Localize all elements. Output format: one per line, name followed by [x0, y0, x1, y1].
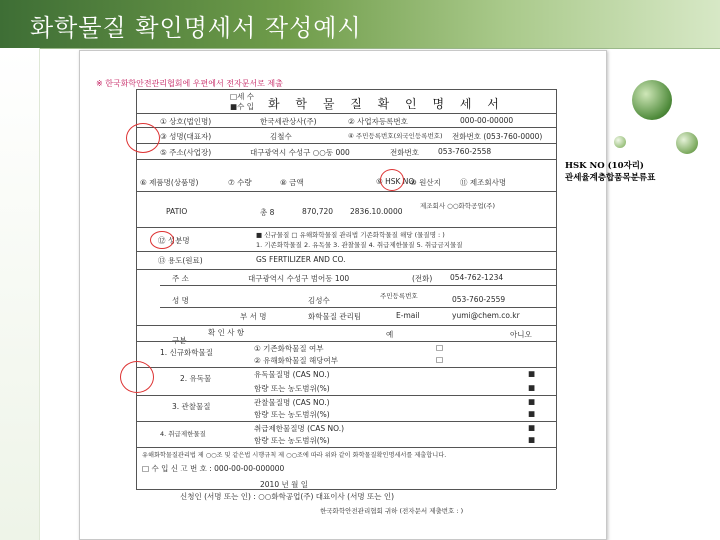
- goods-header-0: ⑥ 제품명(상품명): [140, 178, 199, 187]
- component-label: ⑫ 성분명: [158, 236, 190, 245]
- type-row-1-check: □: [436, 355, 444, 364]
- applicant-name-value: 김성수: [308, 296, 330, 305]
- row-divider: [136, 447, 556, 448]
- type-header-yes: 예: [386, 330, 394, 339]
- orb-large-icon: [632, 80, 672, 120]
- hsk-annotation-line2: 관세율계층합품목분류표: [565, 173, 656, 183]
- type-header-item: 확 인 사 항: [208, 328, 245, 337]
- table-border-right: [556, 89, 557, 489]
- section-b: 1. 기존화학물질 2. 유독물 3. 관찰물질 4. 취급제한물질 5. 취급금지물질: [256, 241, 463, 249]
- orb-medium-icon: [676, 132, 698, 154]
- row-divider: [136, 421, 556, 422]
- type-row-2-check: ■: [528, 369, 536, 378]
- row-divider: [136, 395, 556, 396]
- left-rail: [0, 48, 40, 540]
- type-row-1-item: ② 유해화학물질 해당여부: [254, 356, 338, 365]
- row-divider: [136, 127, 556, 128]
- row2-label2: ④ 주민등록번호(외국인등록번호): [348, 132, 443, 140]
- table-border-top: [136, 89, 556, 90]
- row3-label2: 전화번호: [390, 148, 419, 157]
- highlight-circle: [120, 361, 154, 393]
- row-divider: [136, 341, 556, 342]
- applicant-addr-value: 대구광역시 수성구 범어동 100: [248, 274, 350, 283]
- goods-value-product: PATIO: [166, 207, 188, 216]
- row-divider: [136, 489, 556, 490]
- document-title: 화 학 물 질 확 인 명 세 서: [268, 97, 505, 111]
- goods-value-hsk: 2836.10.0000: [350, 207, 403, 216]
- checkbox-import: ■수 입: [230, 102, 254, 111]
- type-row-6-item: 취급제한물질명 (CAS NO.): [254, 424, 345, 433]
- goods-header-5: ⑪ 제조회사명: [460, 178, 507, 187]
- row3-value2: 053-760-2558: [438, 147, 492, 156]
- row-divider: [136, 367, 556, 368]
- type-row-7-item: 함량 또는 농도범위(%): [254, 436, 330, 445]
- use-label: ⑬ 용도(원료): [158, 256, 203, 265]
- footer-line-1: □ 수 입 신 고 번 호 : 000-00-00-000000: [142, 464, 285, 473]
- type-row-6-category: 4. 취급제한물질: [160, 430, 206, 438]
- checkbox-export: □세 수: [230, 92, 254, 101]
- goods-header-4: ⑩ 원산지: [410, 178, 441, 187]
- type-row-2-category: 2. 유독물: [180, 374, 212, 383]
- applicant-id-value: 053-760-2559: [452, 295, 506, 304]
- row1-label2: ② 사업자등록번호: [348, 117, 408, 126]
- type-row-4-category: 3. 관찰물질: [172, 402, 211, 411]
- orb-small-icon: [614, 136, 626, 148]
- applicant-id-label: 주민등록번호: [380, 292, 418, 300]
- type-row-3-item: 함량 또는 농도범위(%): [254, 384, 330, 393]
- type-row-4-check: ■: [528, 397, 536, 406]
- type-row-7-check: ■: [528, 435, 536, 444]
- applicant-phone-value: 054-762-1234: [450, 273, 504, 282]
- highlight-circle: [126, 123, 160, 153]
- type-row-6-check: ■: [528, 423, 536, 432]
- slide-title: 화학물질 확인명세서 작성예시: [30, 14, 362, 42]
- highlight-circle: [380, 169, 404, 191]
- hsk-annotation: [565, 160, 715, 184]
- type-row-5-check: ■: [528, 409, 536, 418]
- row-divider: [136, 251, 556, 252]
- type-row-0-item: ① 기존화학물질 여부: [254, 344, 324, 353]
- goods-value-maker: 제조회사 ○○화학공업(주): [420, 202, 495, 210]
- row3-value: 대구광역시 수성구 ○○동 000: [250, 148, 350, 157]
- decorative-orbs: [606, 48, 720, 168]
- type-header-no: 아니오: [510, 330, 532, 339]
- highlight-circle: [150, 231, 174, 249]
- type-row-2-item: 유독물질명 (CAS NO.): [254, 370, 330, 379]
- type-row-0-category: 1. 신규화학물질: [160, 348, 214, 357]
- row-divider: [136, 191, 556, 192]
- row1-label: ① 상호(법인명): [160, 117, 212, 126]
- goods-value-amount: 870,720: [302, 207, 334, 216]
- applicant-dept-label: 부 서 명: [240, 312, 267, 321]
- footer-line-3: 신청인 (서명 또는 인) : ○○화학공업(주) 대표이사 (서명 또는 인): [180, 492, 395, 501]
- goods-value-qty: 총 8: [260, 208, 275, 217]
- applicant-phone-label: (전화): [412, 274, 433, 283]
- applicant-name-label: 성 명: [172, 296, 189, 305]
- type-row-3-check: ■: [528, 383, 536, 392]
- row2-value: 김철수: [270, 132, 292, 141]
- row-divider: [136, 227, 556, 228]
- row2-label: ③ 성명(대표자): [160, 132, 212, 141]
- section-a: ■ 신규물질 □ 유해화학물질 관리법 기존화학물질 해당 (물질명 : ): [256, 231, 445, 239]
- row-divider: [160, 307, 556, 308]
- row1-value: 한국세관상사(주): [260, 117, 317, 126]
- applicant-dept-value: 화학물질 관리팀: [308, 312, 362, 321]
- row-divider: [136, 113, 556, 114]
- applicant-email-value: yumi@chem.co.kr: [452, 311, 520, 320]
- applicant-email-label: E-mail: [396, 311, 420, 320]
- goods-header-1: ⑦ 수량: [228, 178, 252, 187]
- type-row-5-item: 함량 또는 농도범위(%): [254, 410, 330, 419]
- row3-label: ⑤ 주소(사업장): [160, 148, 212, 157]
- goods-header-2: ⑧ 금액: [280, 178, 304, 187]
- row-divider: [136, 159, 556, 160]
- goods-header-3: ⑨ HSK NO: [376, 177, 415, 186]
- row2-value2: 전화번호 (053-760-0000): [452, 132, 543, 141]
- use-value: GS FERTILIZER AND CO.: [256, 255, 346, 264]
- row1-value2: 000-00-00000: [460, 116, 514, 125]
- hsk-annotation-line1: HSK NO (10자리): [565, 161, 644, 171]
- row-divider: [160, 285, 556, 286]
- type-row-4-item: 관찰물질명 (CAS NO.): [254, 398, 330, 407]
- footer-line-4: 한국화학안전관리협회 귀하 (전자문서 제출번호 : ): [320, 507, 464, 515]
- footer-line-2: 2010 년 월 일: [260, 480, 308, 489]
- row-divider: [136, 143, 556, 144]
- applicant-addr-label: 주 소: [172, 274, 189, 283]
- type-row-0-check: □: [436, 343, 444, 352]
- footer-line-0: 유해화학물질관리법 제 ○○조 및 같은법 시행규칙 제 ○○조에 따라 위와 같이 화학물질확인명세서를 제출합니다.: [142, 452, 447, 459]
- document-top-note: ※ 한국화학안전관리협회에 우편에서 전자문서로 제출: [96, 79, 283, 88]
- row-divider: [136, 325, 556, 326]
- scanned-document: [79, 50, 607, 540]
- row-divider: [136, 269, 556, 270]
